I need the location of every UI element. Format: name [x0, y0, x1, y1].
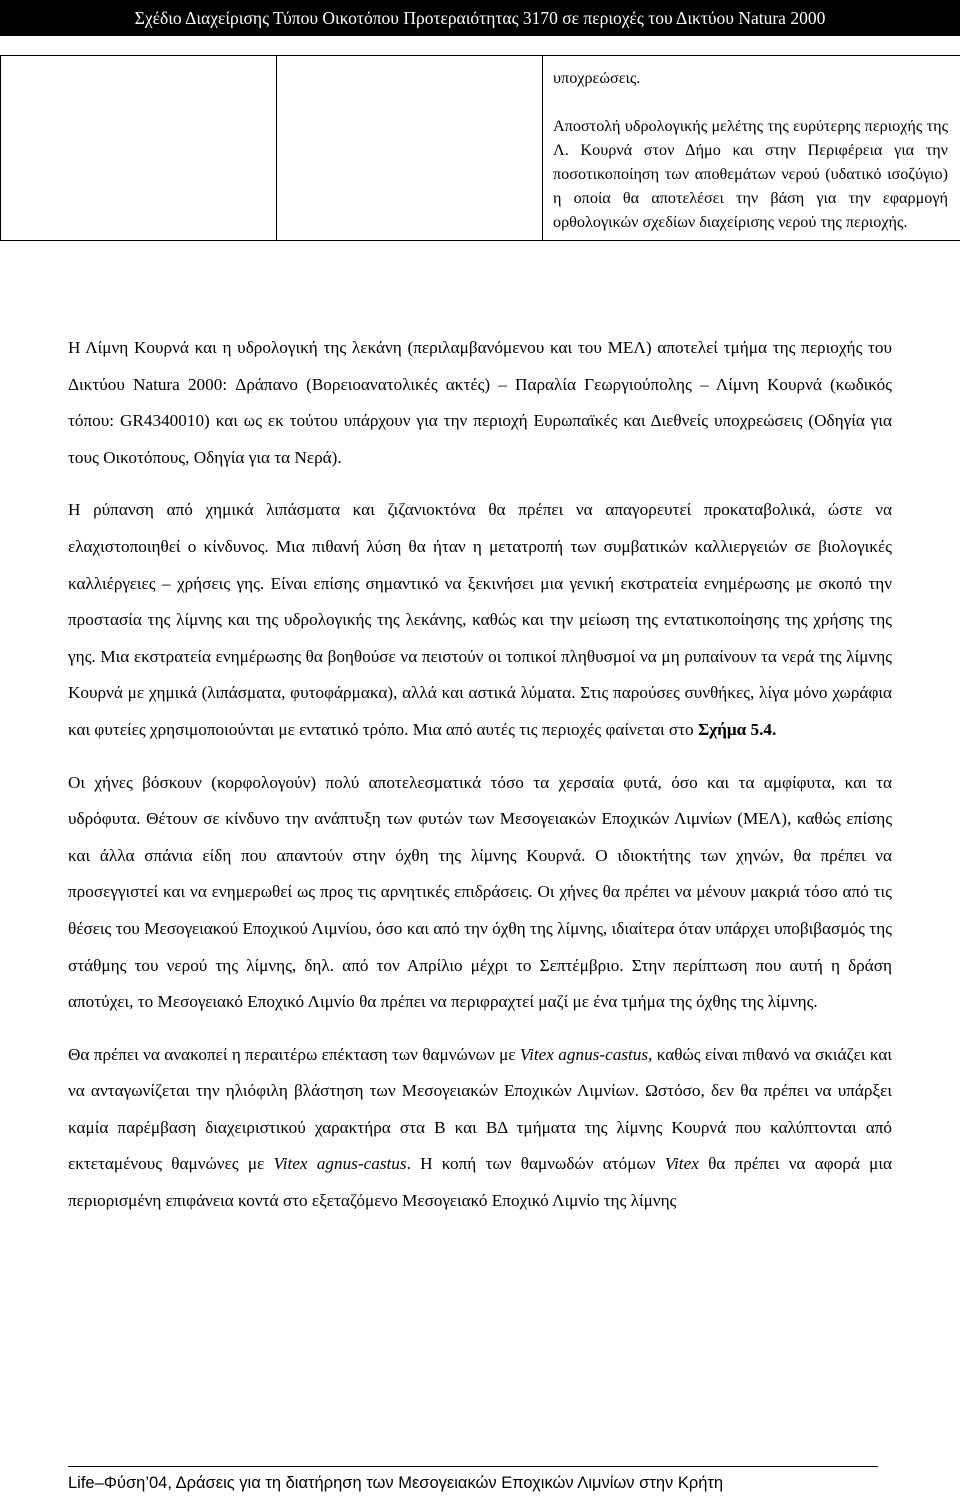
document-body: [68, 330, 892, 1220]
table-cell-empty-1: [1, 56, 277, 241]
running-header-title: Σχέδιο Διαχείρισης Τύπου Οικοτόπου Προτεραιότητας 3170 σε περιοχές του Δικτύου Natura 2000: [134, 8, 826, 28]
paragraph-pollution: [68, 492, 892, 748]
paragraph-vitex-text-b: καθώς είναι πιθανό να σκιάζει και να ανταγωνίζεται την ηλιόφιλη βλάστηση των Μεσογειακών Εποχικών Λιμνίων. Ωστόσο, δεν θα πρέπει να υπάρξει καμία παρέμβαση διαχειριστικού χαρακτήρα στα Β και ΒΔ τμήματα της λίμνης Κουρνά που καλύπτονται από εκτεταμένους θαμνώνες με: [68, 1044, 892, 1174]
page-footer: [68, 1466, 878, 1495]
figure-reference: Σχήμα 5.4.: [697, 719, 777, 739]
paragraph-vitex: [68, 1037, 892, 1220]
cell-text-line: υποχρεώσεις.: [553, 69, 641, 87]
species-name: Vitex agnus-castus: [273, 1154, 407, 1174]
table-row: [1, 56, 960, 241]
paragraph-natura-site: Η Λίμνη Κουρνά και η υδρολογική της λεκάνη (περιλαμβανόμενου και του ΜΕΛ) αποτελεί τμήμα της περιοχής του Δικτύου Natura 2000: Δράπανο (Βορειοανατολικές ακτές) – Παραλία Γεωργιούπολης – Λίμνη Κουρνά (κωδικός τόπου: GR4340010) και ως εκ τούτου υπάρχουν για την περιοχή Ευρωπαϊκές και Διεθνείς υποχρεώσεις (Οδηγία για τους Οικοτόπους, Οδηγία για τα Νερά).: [68, 338, 892, 467]
paragraph-vitex-text-c: . Η κοπή των θαμνωδών ατόμων: [406, 1154, 665, 1174]
table-cell-measures: [543, 56, 960, 241]
running-header: [0, 0, 960, 36]
paragraph-pollution-text: Η ρύπανση από χημικά λιπάσματα και ζιζανιοκτόνα θα πρέπει να απαγορευτεί προκαταβολικά, ώστε να ελαχιστοποιηθεί ο κίνδυνος. Μια πιθανή λύση θα ήταν η μετατροπή των συμβατικών καλλιεργειών σε βιολογικές καλλιέργειες – χρήσεις γης. Είναι επίσης σημαντικό να ξεκινήσει μια γενική εκστρατεία ενημέρωσης με σκοπό την προστασία της λίμνης και της υδρολογικής της λεκάνης, καθώς και την μείωση της εντατικοποίησης της χρήσης της γης. Μια εκστρατεία ενημέρωσης θα βοηθούσε να πειστούν οι τοπικοί πληθυσμοί να μη ρυπαίνουν τα νερά της λίμνης Κουρνά με χημικά (λιπάσματα, φυτοφάρμακα), αλλά και αστικά λύματα. Στις παρούσες συνθήκες, λίγα μόνο χωράφια και φυτείες χρησιμοποιούνται με εντατικό τρόπο. Μια από αυτές τις περιοχές φαίνεται στο: [68, 500, 892, 739]
continued-measures-table: [0, 55, 960, 241]
cell-text-paragraph: Αποστολή υδρολογικής μελέτης της ευρύτερης περιοχής της Λ. Κουρνά στον Δήμο και στην Περιφέρεια για την ποσοτικοποίηση των αποθεμάτων νερού (υδατικό ισοζύγιο) η οποία θα αποτελέσει την βάση για την εφαρμογή ορθολογικών σχεδίων διαχείρισης νερού της περιοχής.: [553, 117, 948, 231]
paragraph-vitex-text-a: Θα πρέπει να ανακοπεί η περαιτέρω επέκταση των θαμνώνων με: [68, 1044, 520, 1064]
species-name: Vitex agnus-castus,: [519, 1044, 653, 1064]
footer-text: Life–Φύση’04, Δράσεις για τη διατήρηση των Μεσογειακών Εποχικών Λιμνίων στην Κρήτη: [68, 1474, 724, 1492]
species-name: Vitex: [664, 1154, 699, 1174]
paragraph-geese: Οι χήνες βόσκουν (κορφολογούν) πολύ αποτελεσματικά τόσο τα χερσαία φυτά, όσο και τα αμφίφυτα, και τα υδρόφυτα. Θέτουν σε κίνδυνο την ανάπτυξη των φυτών των Μεσογειακών Εποχικών Λιμνίων (ΜΕΛ), καθώς επίσης και άλλα σπάνια είδη που απαντούν στην όχθη της λίμνης Κουρνά. Ο ιδιοκτήτης των χηνών, θα πρέπει να προσεγγιστεί και να ενημερωθεί ως προς τις αρνητικές επιδράσεις. Οι χήνες θα πρέπει να μένουν μακριά τόσο από τις θέσεις του Μεσογειακού Εποχικού Λιμνίου, όσο και από την όχθη της λίμνης, ιδιαίτερα όταν υπάρχει υποβιβασμός της στάθμης του νερού της λίμνης, δηλ. από τον Απρίλιο μέχρι το Σεπτέμβριο. Στην περίπτωση που αυτή η δράση αποτύχει, το Μεσογειακό Εποχικό Λιμνίο θα πρέπει να περιφραχτεί μαζί με ένα τμήμα της όχθης της λίμνης.: [68, 772, 892, 1012]
table-cell-empty-2: [277, 56, 543, 241]
paragraph-vitex-text-d: θα πρέπει να αφορά μια περιορισμένη επιφάνεια κοντά στο εξεταζόμενο Μεσογειακό Εποχικό Λιμνίο της λίμνης: [68, 1154, 892, 1211]
